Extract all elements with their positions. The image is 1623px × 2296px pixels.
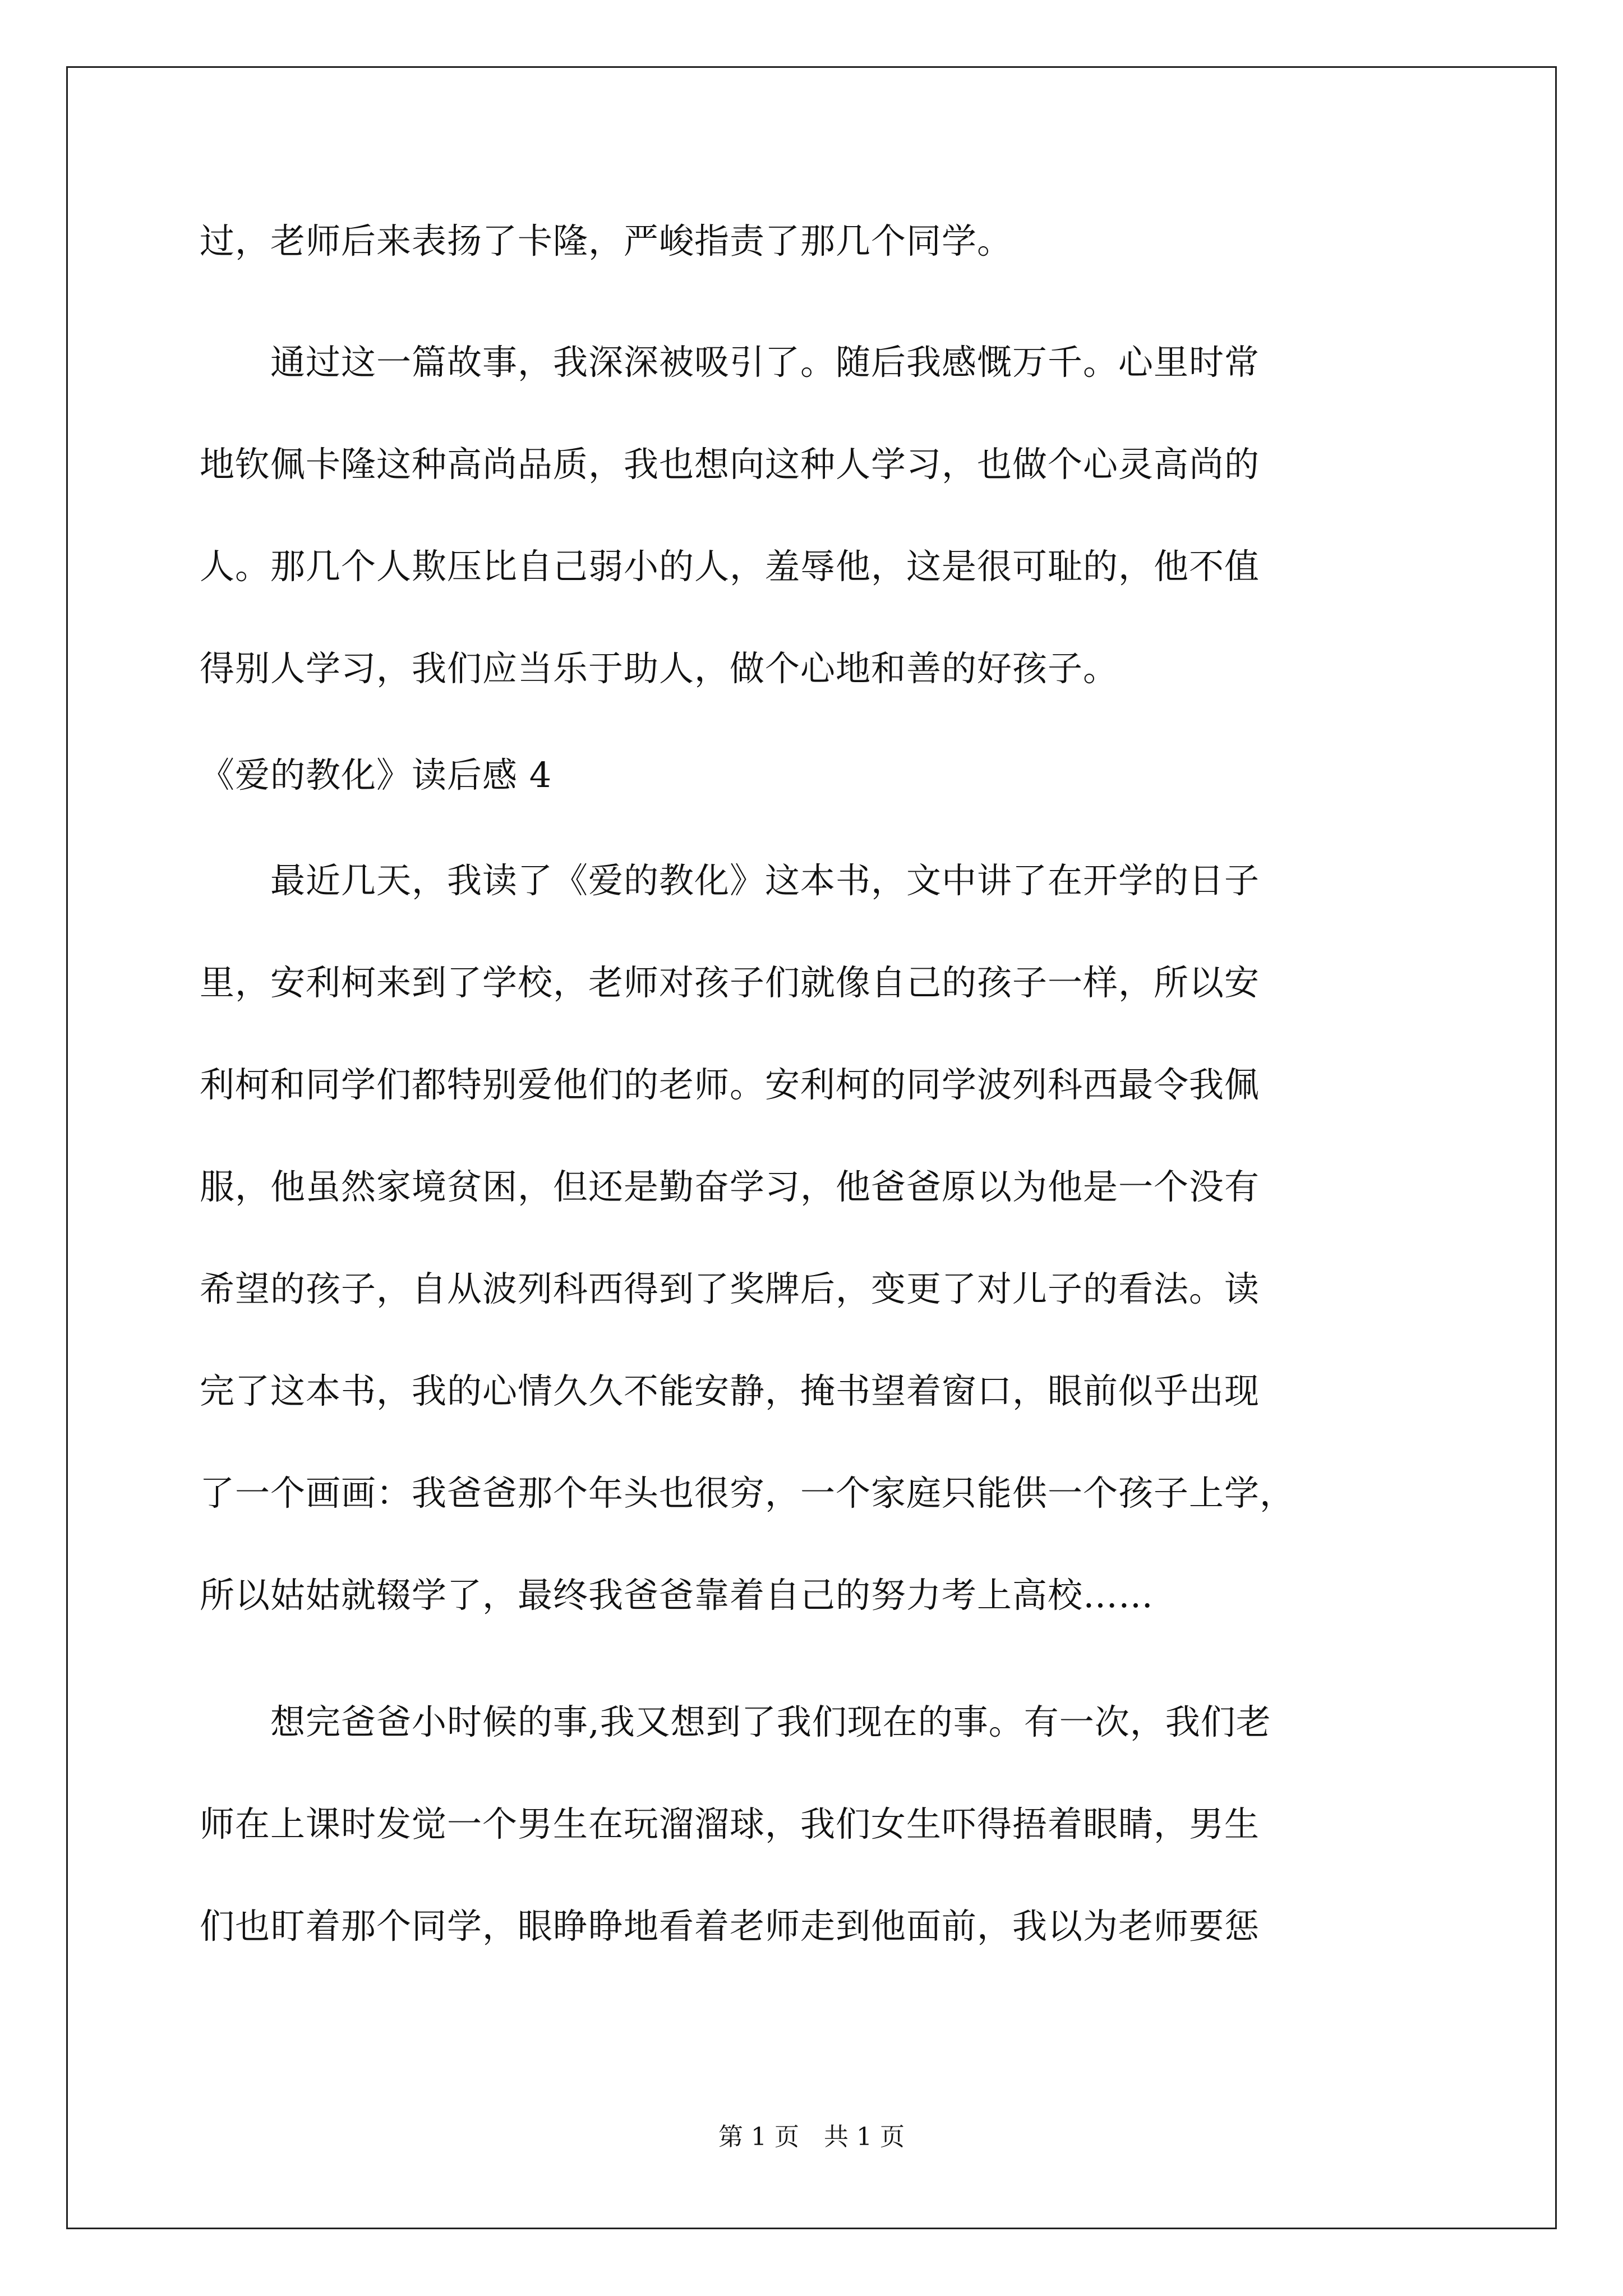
text-line: 想完爸爸小时候的事,我又想到了我们现在的事。有一次，我们老: [200, 1701, 1271, 1742]
text-line: 希望的孩子，自从波列科西得到了奖牌后，变更了对儿子的看法。读: [200, 1268, 1260, 1309]
text-line: 服，他虽然家境贫困，但还是勤奋学习，他爸爸原以为他是一个没有: [200, 1166, 1260, 1207]
page-number: 第 1 页 共 1 页: [718, 2123, 905, 2151]
text-line: 所以姑姑就辍学了，最终我爸爸靠着自己的努力考上高校……: [200, 1575, 1154, 1616]
text-line: 通过这一篇故事，我深深被吸引了。随后我感慨万千。心里时常: [200, 342, 1260, 383]
text-line: 完了这本书，我的心情久久不能安静，掩书望着窗口，眼前似乎出现: [200, 1370, 1260, 1411]
text-line: 地钦佩卡隆这种高尚品质，我也想向这种人学习，也做个心灵高尚的: [200, 444, 1260, 485]
text-line: 人。那几个人欺压比自己弱小的人，羞辱他，这是很可耻的，他不值: [200, 546, 1260, 587]
section-heading: 《爱的教化》读后感 4: [200, 754, 552, 795]
text-line: 们也盯着那个同学，眼睁睁地看着老师走到他面前，我以为老师要惩: [200, 1906, 1260, 1947]
text-line: 得别人学习，我们应当乐于助人，做个心地和善的好孩子。: [200, 648, 1119, 689]
text-line: 里，安利柯来到了学校，老师对孩子们就像自己的孩子一样，所以安: [200, 962, 1260, 1003]
text-line: 最近几天，我读了《爱的教化》这本书，文中讲了在开学的日子: [200, 860, 1260, 901]
text-line: 利柯和同学们都特别爱他们的老师。安利柯的同学波列科西最令我佩: [200, 1064, 1260, 1105]
text-line: 了一个画画：我爸爸那个年头也很穷，一个家庭只能供一个孩子上学，: [200, 1473, 1295, 1513]
text-line: 师在上课时发觉一个男生在玩溜溜球，我们女生吓得捂着眼睛，男生: [200, 1803, 1260, 1844]
text-line: 过，老师后来表扬了卡隆，严峻指责了那几个同学。: [200, 220, 1013, 261]
